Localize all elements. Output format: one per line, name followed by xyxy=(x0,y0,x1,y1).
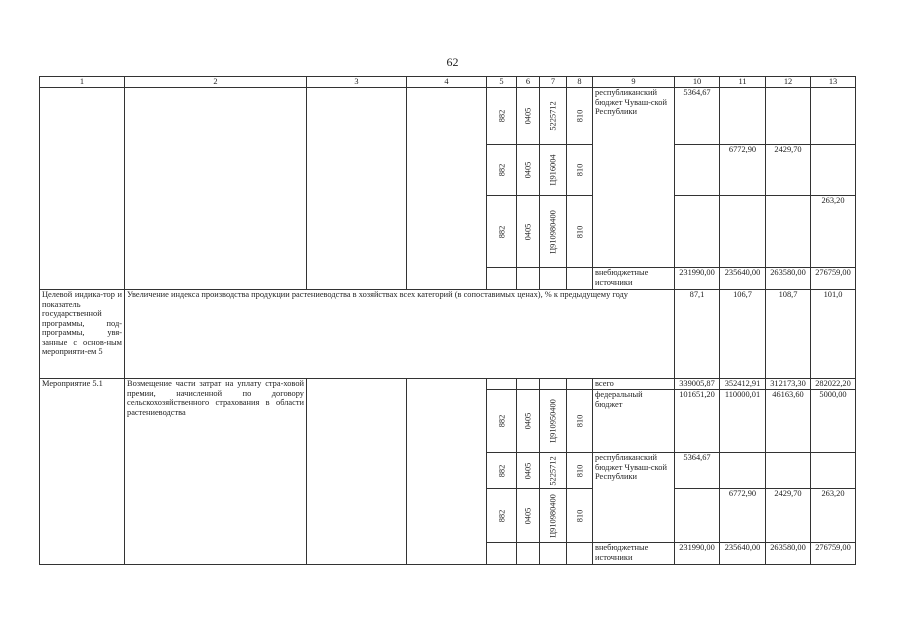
kbk-section: 0405 xyxy=(523,107,533,125)
indicator-label: Целевой индика-тор и показатель государственной программы, под-программы, увя-занные с основ-ным мероприяти-ем 5 xyxy=(40,290,125,379)
header-cell: 5 xyxy=(487,77,517,88)
header-cell: 11 xyxy=(720,77,766,88)
kbk-ministry: 882 xyxy=(496,109,506,123)
funding-source: федеральный бюджет xyxy=(593,390,675,453)
value-cell: 87,1 xyxy=(675,290,720,379)
header-cell: 12 xyxy=(766,77,811,88)
value-cell: 2429,70 xyxy=(766,489,811,543)
value-cell xyxy=(766,453,811,489)
value-cell: 263,20 xyxy=(811,489,856,543)
header-cell: 2 xyxy=(125,77,307,88)
kbk-ministry: 882 xyxy=(496,163,506,177)
value-cell xyxy=(675,489,720,543)
value-cell xyxy=(720,453,766,489)
header-cell: 3 xyxy=(307,77,407,88)
indicator-text: Увеличение индекса производства продукции растениеводства в хозяйствах всех категорий (в сопоставимых ценах), % к предыдущему году xyxy=(125,290,675,379)
kbk-ministry: 882 xyxy=(496,225,506,238)
value-cell: 231990,00 xyxy=(675,268,720,290)
table-row xyxy=(40,379,856,390)
header-cell: 1 xyxy=(40,77,125,88)
kbk-type: 810 xyxy=(574,509,584,522)
measure-text: Возмещение части затрат на уплату стра-ховой премии, начисленной по договору сельскохозяйственного страхования в области растениеводства xyxy=(125,379,307,565)
header-cell: 6 xyxy=(517,77,540,88)
value-cell: 276759,00 xyxy=(811,268,856,290)
measure-label: Мероприятие 5.1 xyxy=(40,379,125,565)
kbk-section: 0405 xyxy=(523,223,533,240)
table-row xyxy=(40,88,856,145)
value-cell: 101,0 xyxy=(811,290,856,379)
value-cell xyxy=(675,196,720,268)
value-cell xyxy=(811,88,856,145)
funding-source: всего xyxy=(593,379,675,390)
funding-source: внебюджетные источники xyxy=(593,543,675,565)
value-cell: 235640,00 xyxy=(720,543,766,565)
value-cell: 231990,00 xyxy=(675,543,720,565)
value-cell: 6772,90 xyxy=(720,145,766,196)
page-number: 62 xyxy=(446,55,459,69)
value-cell: 108,7 xyxy=(766,290,811,379)
kbk-target: Ц910980400 xyxy=(548,209,558,254)
value-cell: 263580,00 xyxy=(766,268,811,290)
value-cell: 282022,20 xyxy=(811,379,856,390)
value-cell xyxy=(811,145,856,196)
kbk-ministry: 882 xyxy=(496,509,506,522)
value-cell xyxy=(720,196,766,268)
kbk-target: Ц910980400 xyxy=(548,493,558,538)
funding-source: республиканский бюджет Чуваш-ской Республики xyxy=(593,88,675,268)
value-cell xyxy=(720,88,766,145)
kbk-type: 810 xyxy=(574,109,584,123)
value-cell: 6772,90 xyxy=(720,489,766,543)
funding-source: внебюджетные источники xyxy=(593,268,675,290)
value-cell: 5000,00 xyxy=(811,390,856,453)
table-row xyxy=(40,290,856,379)
kbk-type: 810 xyxy=(574,414,584,428)
header-cell: 7 xyxy=(540,77,567,88)
value-cell: 110000,01 xyxy=(720,390,766,453)
header-cell: 10 xyxy=(675,77,720,88)
kbk-ministry: 882 xyxy=(496,464,506,477)
value-cell: 2429,70 xyxy=(766,145,811,196)
value-cell: 5364,67 xyxy=(675,453,720,489)
kbk-section: 0405 xyxy=(523,412,533,430)
kbk-section: 0405 xyxy=(523,462,533,479)
header-cell: 13 xyxy=(811,77,856,88)
kbk-ministry: 882 xyxy=(496,414,506,428)
value-cell: 276759,00 xyxy=(811,543,856,565)
header-row xyxy=(40,77,856,88)
value-cell: 312173,30 xyxy=(766,379,811,390)
value-cell xyxy=(811,453,856,489)
kbk-target: 5225712 xyxy=(548,455,558,486)
value-cell: 263,20 xyxy=(811,196,856,268)
value-cell: 352412,91 xyxy=(720,379,766,390)
value-cell: 339005,87 xyxy=(675,379,720,390)
kbk-target: 5225712 xyxy=(548,101,558,131)
kbk-type: 810 xyxy=(574,225,584,238)
funding-source: республиканский бюджет Чуваш-ской Республики xyxy=(593,453,675,543)
header-cell: 8 xyxy=(567,77,593,88)
value-cell: 263580,00 xyxy=(766,543,811,565)
kbk-section: 0405 xyxy=(523,161,533,179)
value-cell: 106,7 xyxy=(720,290,766,379)
header-cell: 4 xyxy=(407,77,487,88)
value-cell xyxy=(766,88,811,145)
kbk-target: Ц916004 xyxy=(548,154,558,186)
header-cell: 9 xyxy=(593,77,675,88)
kbk-section: 0405 xyxy=(523,507,533,524)
value-cell: 46163,60 xyxy=(766,390,811,453)
value-cell xyxy=(766,196,811,268)
kbk-target: Ц910950400 xyxy=(548,399,558,443)
kbk-type: 810 xyxy=(574,163,584,177)
budget-table xyxy=(39,76,856,565)
value-cell xyxy=(675,145,720,196)
kbk-type: 810 xyxy=(574,464,584,477)
value-cell: 101651,20 xyxy=(675,390,720,453)
value-cell: 235640,00 xyxy=(720,268,766,290)
value-cell: 5364,67 xyxy=(675,88,720,145)
